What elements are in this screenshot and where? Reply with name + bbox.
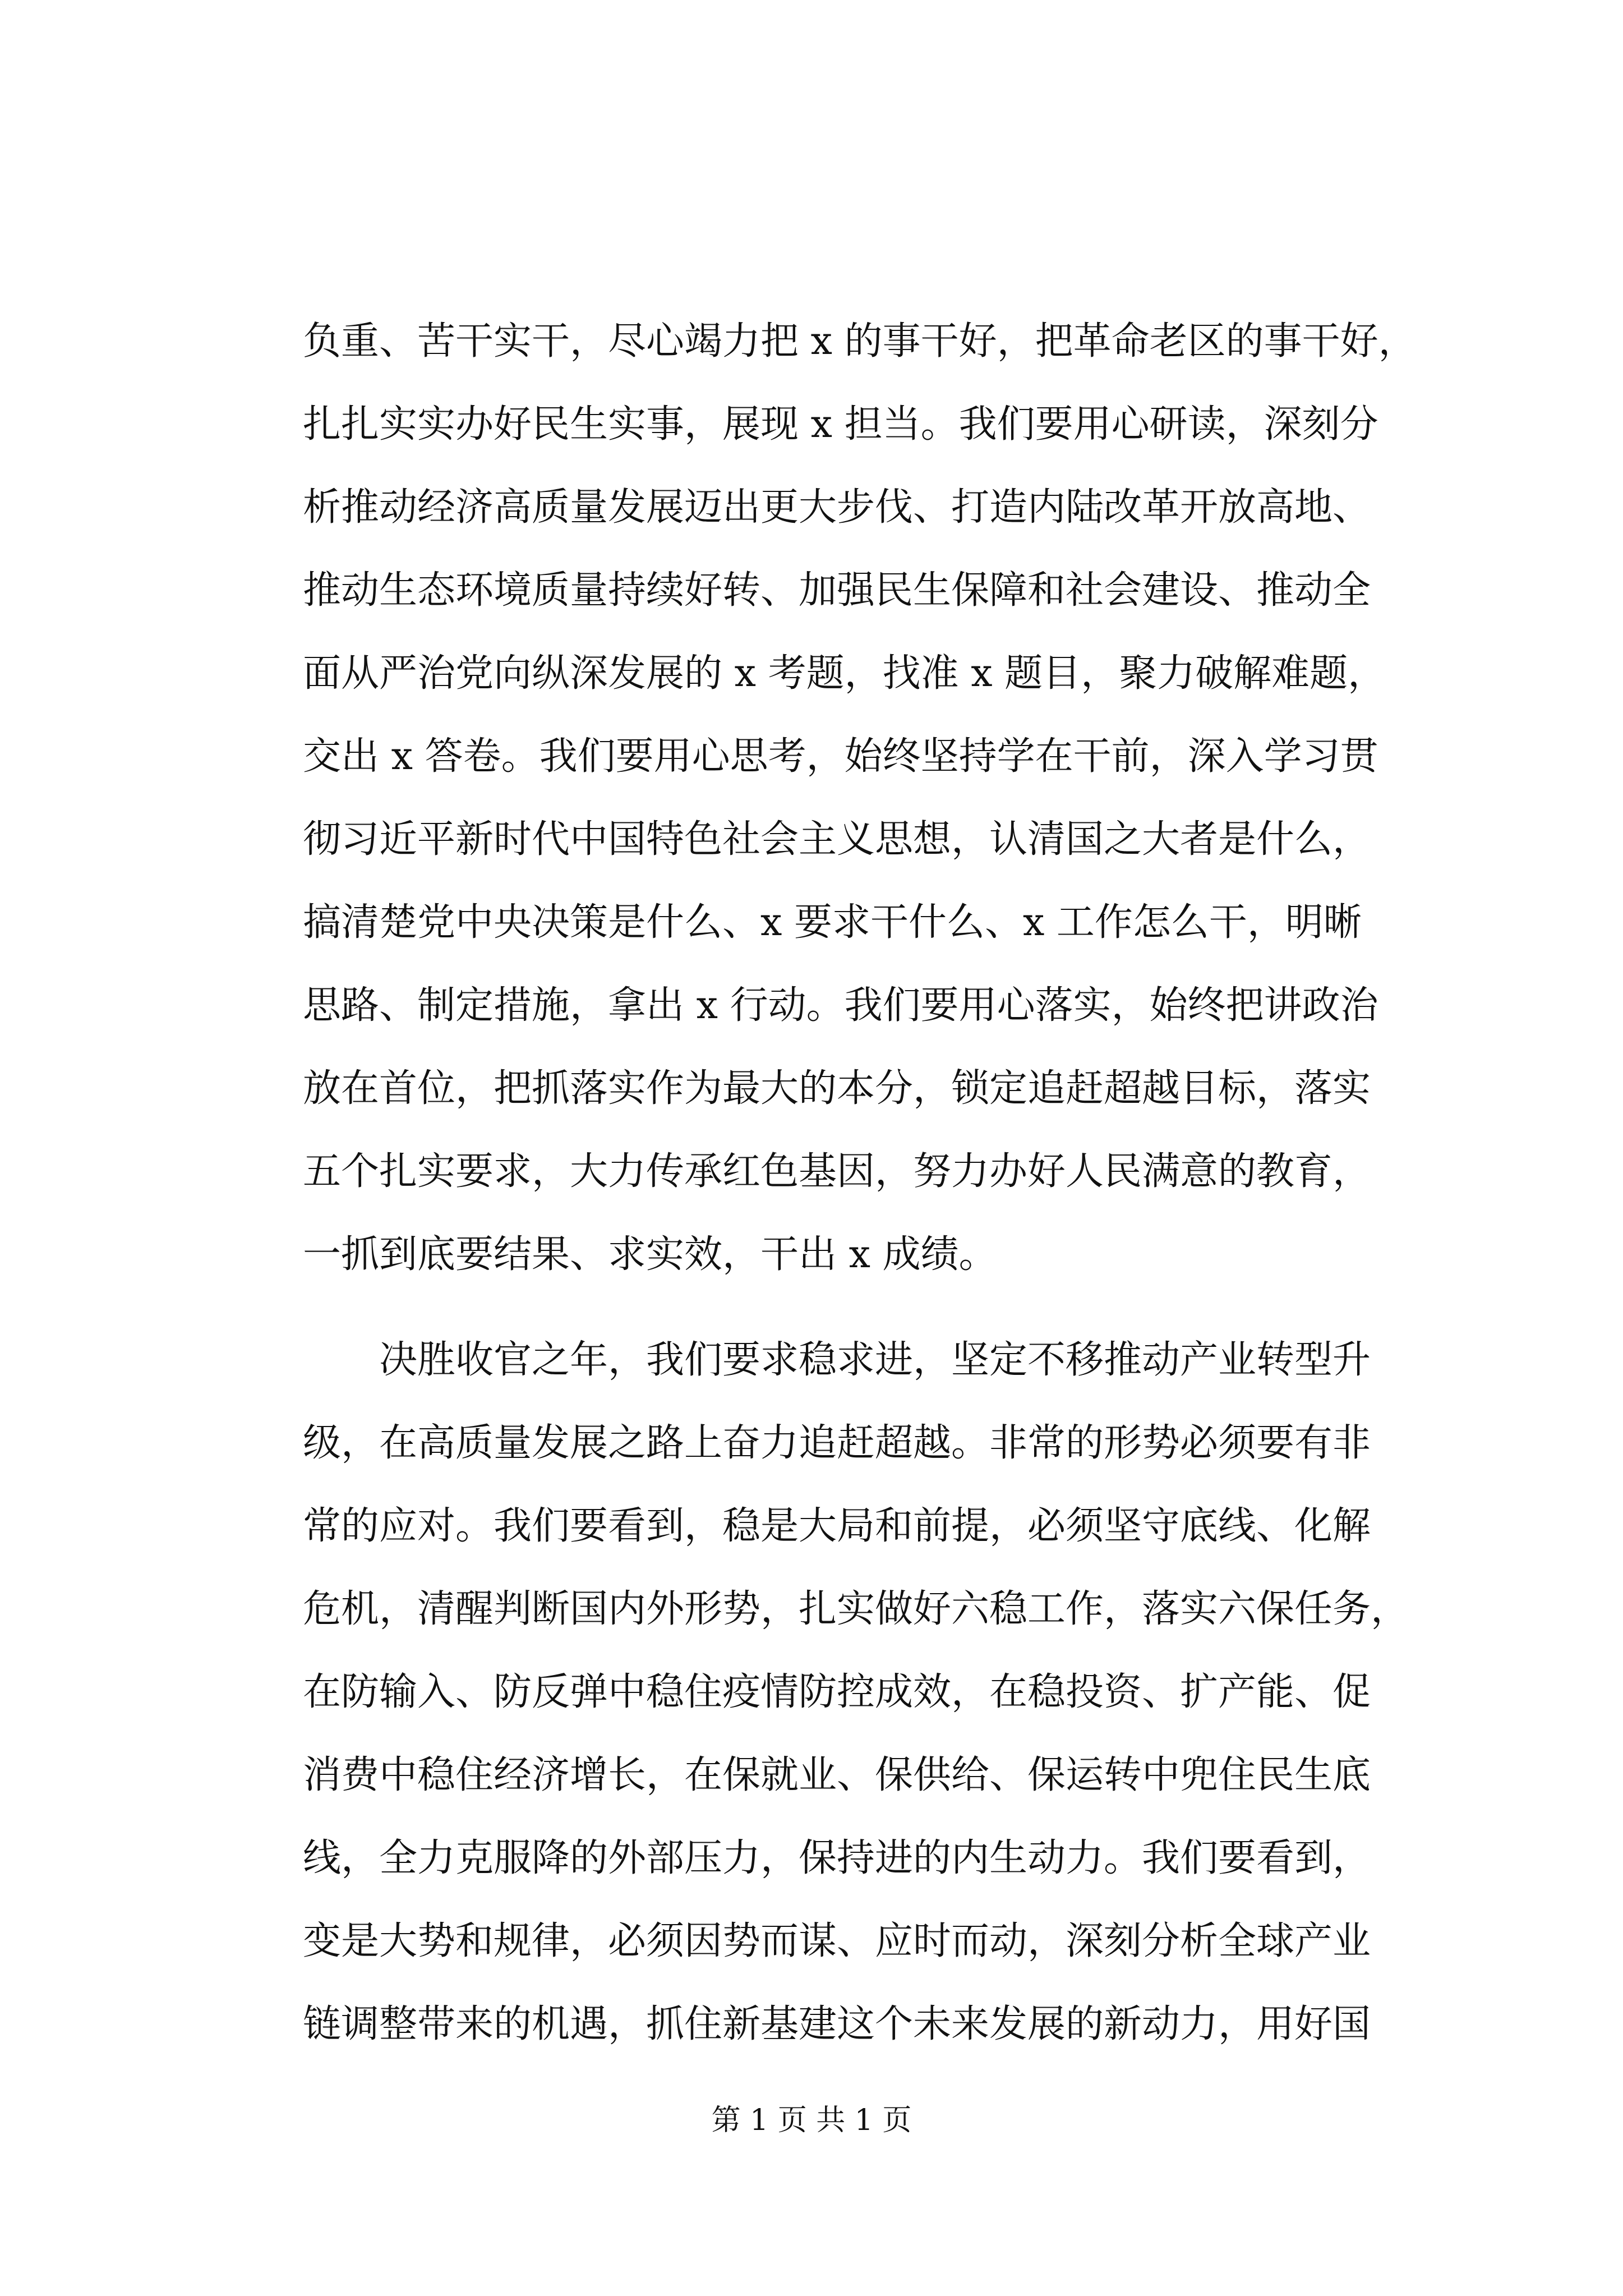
text-line: 析推动经济高质量发展迈出更大步伐、打造内陆改革开放高地、 bbox=[303, 485, 1371, 530]
text-line: 线，全力克服降的外部压力，保持进的内生动力。我们要看到， bbox=[303, 1836, 1371, 1880]
paragraph-gap bbox=[303, 1296, 1324, 1319]
text-line: 级，在高质量发展之路上奋力追赶超越。非常的形势必须要有非 bbox=[303, 1421, 1371, 1465]
page-footer bbox=[0, 2101, 1623, 2140]
text-line: 面从严治党向纵深发展的 x 考题，找准 x 题目，聚力破解难题， bbox=[303, 651, 1386, 696]
page-number: 第 1 页 共 1 页 bbox=[711, 2104, 912, 2137]
text-line: 扎扎实实办好民生实事，展现 x 担当。我们要用心研读，深刻分 bbox=[303, 402, 1378, 447]
text-line: 危机，清醒判断国内外形势，扎实做好六稳工作，落实六保任务， bbox=[303, 1587, 1409, 1631]
text-line: 放在首位，把抓落实作为最大的本分，锁定追赶超越目标，落实 bbox=[303, 1066, 1371, 1111]
text-line: 负重、苦干实干，尽心竭力把 x 的事干好，把革命老区的事干好， bbox=[303, 319, 1417, 364]
body-text bbox=[303, 300, 1417, 2066]
text-line: 五个扎实要求，大力传承红色基因，努力办好人民满意的教育， bbox=[303, 1149, 1371, 1194]
text-line: 决胜收官之年，我们要求稳求进，坚定不移推动产业转型升 bbox=[379, 1338, 1371, 1382]
text-line: 链调整带来的机遇，抓住新基建这个未来发展的新动力，用好国 bbox=[303, 2002, 1371, 2046]
text-line: 思路、制定措施，拿出 x 行动。我们要用心落实，始终把讲政治 bbox=[303, 983, 1378, 1028]
paragraph-2 bbox=[303, 1319, 1409, 2066]
text-line: 推动生态环境质量持续好转、加强民生保障和社会建设、推动全 bbox=[303, 568, 1371, 613]
text-line: 交出 x 答卷。我们要用心思考，始终坚持学在干前，深入学习贯 bbox=[303, 734, 1378, 779]
text-line: 变是大势和规律，必须因势而谋、应时而动，深刻分析全球产业 bbox=[303, 1919, 1371, 1963]
text-line: 一抓到底要结果、求实效，干出 x 成绩。 bbox=[303, 1232, 997, 1277]
text-line: 常的应对。我们要看到，稳是大局和前提，必须坚守底线、化解 bbox=[303, 1504, 1371, 1548]
text-line: 消费中稳住经济增长，在保就业、保供给、保运转中兜住民生底 bbox=[303, 1753, 1371, 1797]
text-line: 彻习近平新时代中国特色社会主义思想，认清国之大者是什么， bbox=[303, 817, 1371, 862]
text-line: 搞清楚党中央决策是什么、x 要求干什么、x 工作怎么干，明晰 bbox=[303, 900, 1362, 945]
paragraph-1 bbox=[303, 300, 1417, 1296]
text-line: 在防输入、防反弹中稳住疫情防控成效，在稳投资、扩产能、促 bbox=[303, 1670, 1371, 1714]
